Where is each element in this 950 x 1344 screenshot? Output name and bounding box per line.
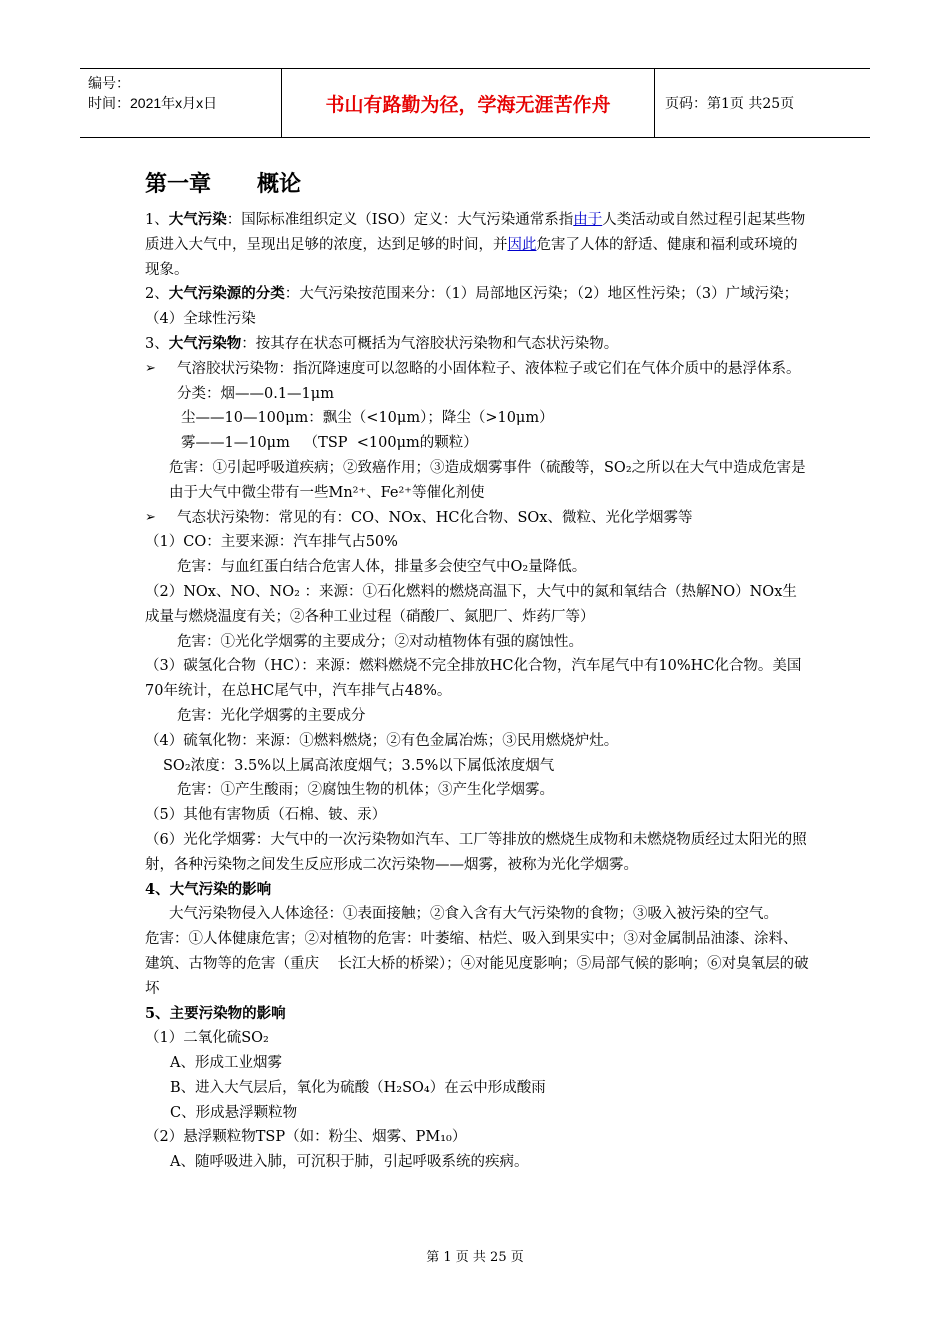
link-youyu[interactable]: 由于 [573, 212, 603, 228]
section-2 [145, 282, 810, 332]
aerosol-harm: 危害：①引起呼吸道疾病；②致癌作用；③造成烟雾事件（硫酸等，SO₂之所以在大气中造成危害是由于大气中微尘带有一些Mn²⁺、Fe²⁺等催化剂使 [169, 459, 806, 501]
chapter-title: 第一章 概论 [145, 172, 301, 197]
gas-text: 气态状污染物：常见的有：CO、NOx、HC化合物、SOx、微粒、光化学烟雾等 [177, 509, 693, 526]
page-footer: 第 1 页 共 25 页 [426, 1250, 524, 1265]
tsp-title: （2）悬浮颗粒物TSP（如：粉尘、烟雾、PM₁₀） [145, 1129, 467, 1146]
header-motto: 书山有路勤为径，学海无涯苦作舟 [282, 69, 655, 137]
gas-co-harm: 危害：与血红蛋白结合危害人体，排量多会使空气中O₂量降低。 [177, 559, 587, 576]
section-text: ：国际标准组织定义（ISO）定义：大气污染通常系指 [226, 212, 574, 228]
section-text: 危害了人体的舒适、健康和福利或环境的现象。 [145, 236, 798, 278]
section-4-harm: 危害：①人体健康危害；②对植物的危害：叶萎缩、枯烂、吸入到果实中；③对金属制品油漆、涂料、建筑、古物等的危害（重庆 长江大桥的桥梁）；④对能见度影响；⑤局部气候的影响；⑥对臭氧层的破坏 [145, 931, 809, 997]
aerosol-text: 气溶胶状污染物：指沉降速度可以忽略的小固体粒子、液体粒子或它们在气体介质中的悬浮体系。 [177, 360, 801, 377]
gas-smog: （6）光化学烟雾：大气中的一次污染物如汽车、工厂等排放的燃烧生成物和未燃烧物质经过太阳光的照射，各种污染物之间发生反应形成二次污染物——烟雾，被称为光化学烟雾。 [145, 831, 807, 873]
section-text: ：大气污染按范围来分：（1）局部地区污染；（2）地区性污染；（3）广域污染；（4）全球性污染 [145, 286, 799, 328]
page-header [80, 68, 870, 138]
number-label: 编号： [88, 75, 130, 91]
header-page-label: 页码：第1页 共25页 [665, 96, 795, 112]
aerosol-class-fog: 雾——1—10μm （TSP <100μm的颗粒） [181, 435, 478, 452]
section-text: 人类活动或自然过程引起某些物质进入大气中，呈现出足够的浓度，达到足够的时间，并 [145, 212, 806, 253]
gas-co: （1）CO：主要来源：汽车排气占50% [145, 534, 398, 551]
gas-nox-harm: 危害：①光化学烟雾的主要成分；②对动植物体有强的腐蚀性。 [177, 633, 583, 650]
bullet-aerosol [145, 357, 810, 382]
gas-other: （5）其他有害物质（石棉、铍、汞） [145, 807, 387, 824]
header-meta [80, 69, 282, 137]
so2-item-b: B、进入大气层后，氧化为硫酸（H₂SO₄）在云中形成酸雨 [170, 1079, 546, 1096]
bullet-gas [145, 506, 810, 531]
so2-item-c: C、形成悬浮颗粒物 [170, 1104, 298, 1121]
section-term: 大气污染源的分类 [168, 285, 285, 303]
date-label: 时间：2021年x月x日 [88, 95, 218, 111]
so2-item-a: A、形成工业烟雾 [170, 1055, 282, 1072]
section-number: 1、 [145, 212, 169, 228]
gas-so2-concentration: SO₂浓度：3.5%以上属高浓度烟气；3.5%以下属低浓度烟气 [163, 757, 555, 774]
section-number: 3、 [145, 335, 169, 352]
arrow-bullet-icon: ➢ [145, 360, 156, 376]
gas-hc-harm: 危害：光化学烟雾的主要成分 [177, 707, 366, 724]
aerosol-class-dust: 尘——10—100μm：飘尘（<10μm）；降尘（>10μm） [181, 410, 554, 427]
section-5-title: 5、主要污染物的影响 [145, 1004, 286, 1022]
section-term: 大气污染 [168, 211, 227, 228]
gas-sox: （4）硫氧化物：来源：①燃料燃烧；②有色金属冶炼；③民用燃烧炉灶。 [145, 732, 619, 749]
aerosol-class-smoke: 分类：烟——0.1—1μm [177, 385, 334, 402]
section-4-title: 4、大气污染的影响 [145, 880, 272, 898]
gas-hc: （3）碳氢化合物（HC）：来源：燃料燃烧不完全排放HC化合物，汽车尾气中有10%HC化合物。美国70年统计，在总HC尾气中，汽车排气占48%。 [145, 658, 802, 700]
arrow-bullet-icon: ➢ [145, 509, 156, 525]
section-3 [145, 332, 810, 357]
section-4-paths: 大气污染物侵入人体途径：①表面接触；②食入含有大气污染物的食物；③吸入被污染的空气。 [169, 906, 778, 923]
gas-sox-harm: 危害：①产生酸雨；②腐蚀生物的机体；③产生化学烟雾。 [177, 782, 554, 799]
section-1 [145, 208, 810, 282]
link-yinci[interactable]: 因此 [507, 236, 537, 253]
document-body [145, 164, 810, 1175]
section-number: 2、 [145, 286, 169, 303]
section-term: 大气污染物 [168, 334, 242, 352]
so2-title: （1）二氧化硫SO₂ [145, 1030, 269, 1047]
gas-nox: （2）NOx、NO、NO₂ ：来源：①石化燃料的燃烧高温下，大气中的氮和氧结合（热解NO）NOx生成量与燃烧温度有关；②各种工业过程（硝酸厂、氮肥厂、炸药厂等） [145, 583, 797, 625]
section-text: ：按其存在状态可概括为气溶胶状污染物和气态状污染物。 [241, 335, 619, 352]
tsp-item-a: A、随呼吸进入肺，可沉积于肺，引起呼吸系统的疾病。 [170, 1154, 529, 1171]
